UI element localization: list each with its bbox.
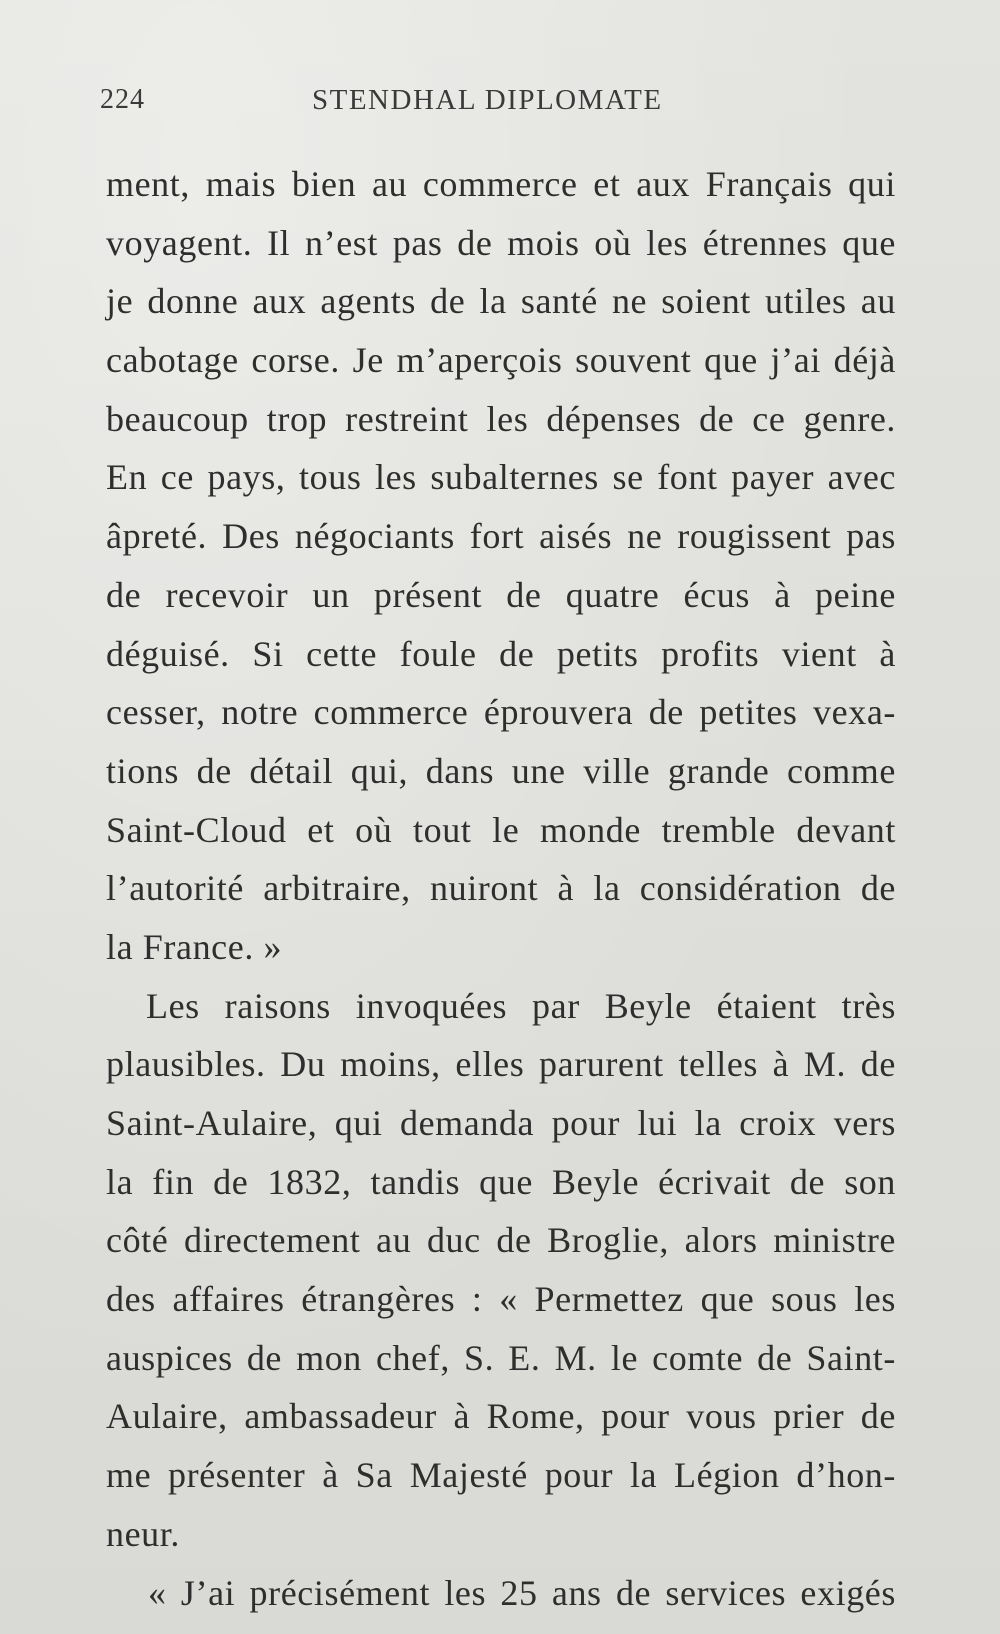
text-line: Saint-Cloud et où tout le monde tremble devant [106, 809, 896, 850]
text-line: Saint-Aulaire, qui demanda pour lui la croix vers [106, 1103, 896, 1143]
paragraph-first-line: Les raisons invoquées par Beyle étaient très [146, 985, 896, 1026]
text-line: déguisé. Si cette foule de petits profits vient à [106, 633, 896, 674]
text-line: âpreté. Des négociants fort aisés ne rougissent pas [106, 516, 896, 557]
text-line: voyagent. Il n’est pas de mois où les étrennes que [106, 222, 896, 263]
text-line: de recevoir un présent de quatre écus à peine [106, 574, 896, 615]
body-text [106, 155, 896, 1622]
text-line: cabotage corse. Je m’aperçois souvent que j’ai déjà [106, 340, 896, 381]
text-line: des affaires étrangères : « Permettez que sous les [106, 1279, 896, 1320]
text-line: côté directement au duc de Broglie, alors ministre [106, 1220, 896, 1261]
text-line: tions de détail qui, dans une ville grande comme [106, 750, 896, 791]
text-line: En ce pays, tous les subalternes se font payer avec [106, 457, 896, 498]
text-line: beaucoup trop restreint les dépenses de ce genre. [106, 398, 896, 439]
page-number: 224 [100, 84, 145, 115]
text-line: neur. [106, 1513, 180, 1554]
text-line: la France. » [106, 926, 283, 967]
paragraph-first-line: « J’ai précisément les 25 ans de services exigés [148, 1572, 896, 1613]
page-header [100, 84, 700, 128]
text-line: la fin de 1832, tandis que Beyle écrivait de son [106, 1161, 896, 1202]
text-line: je donne aux agents de la santé ne soient utiles au [106, 281, 896, 322]
text-line: l’autorité arbitraire, nuiront à la considération de [106, 868, 896, 909]
running-title: STENDHAL DIPLOMATE [312, 84, 663, 116]
text-line: plausibles. Du moins, elles parurent telles à M. de [106, 1044, 896, 1085]
text-line: cesser, notre commerce éprouvera de petites vexa- [106, 692, 896, 733]
text-line: me présenter à Sa Majesté pour la Légion d’hon- [106, 1455, 896, 1496]
text-line: Aulaire, ambassadeur à Rome, pour vous prier de [106, 1396, 896, 1437]
text-line: auspices de mon chef, S. E. M. le comte de Saint- [106, 1337, 896, 1378]
text-line: ment, mais bien au commerce et aux Français qui [106, 164, 896, 204]
